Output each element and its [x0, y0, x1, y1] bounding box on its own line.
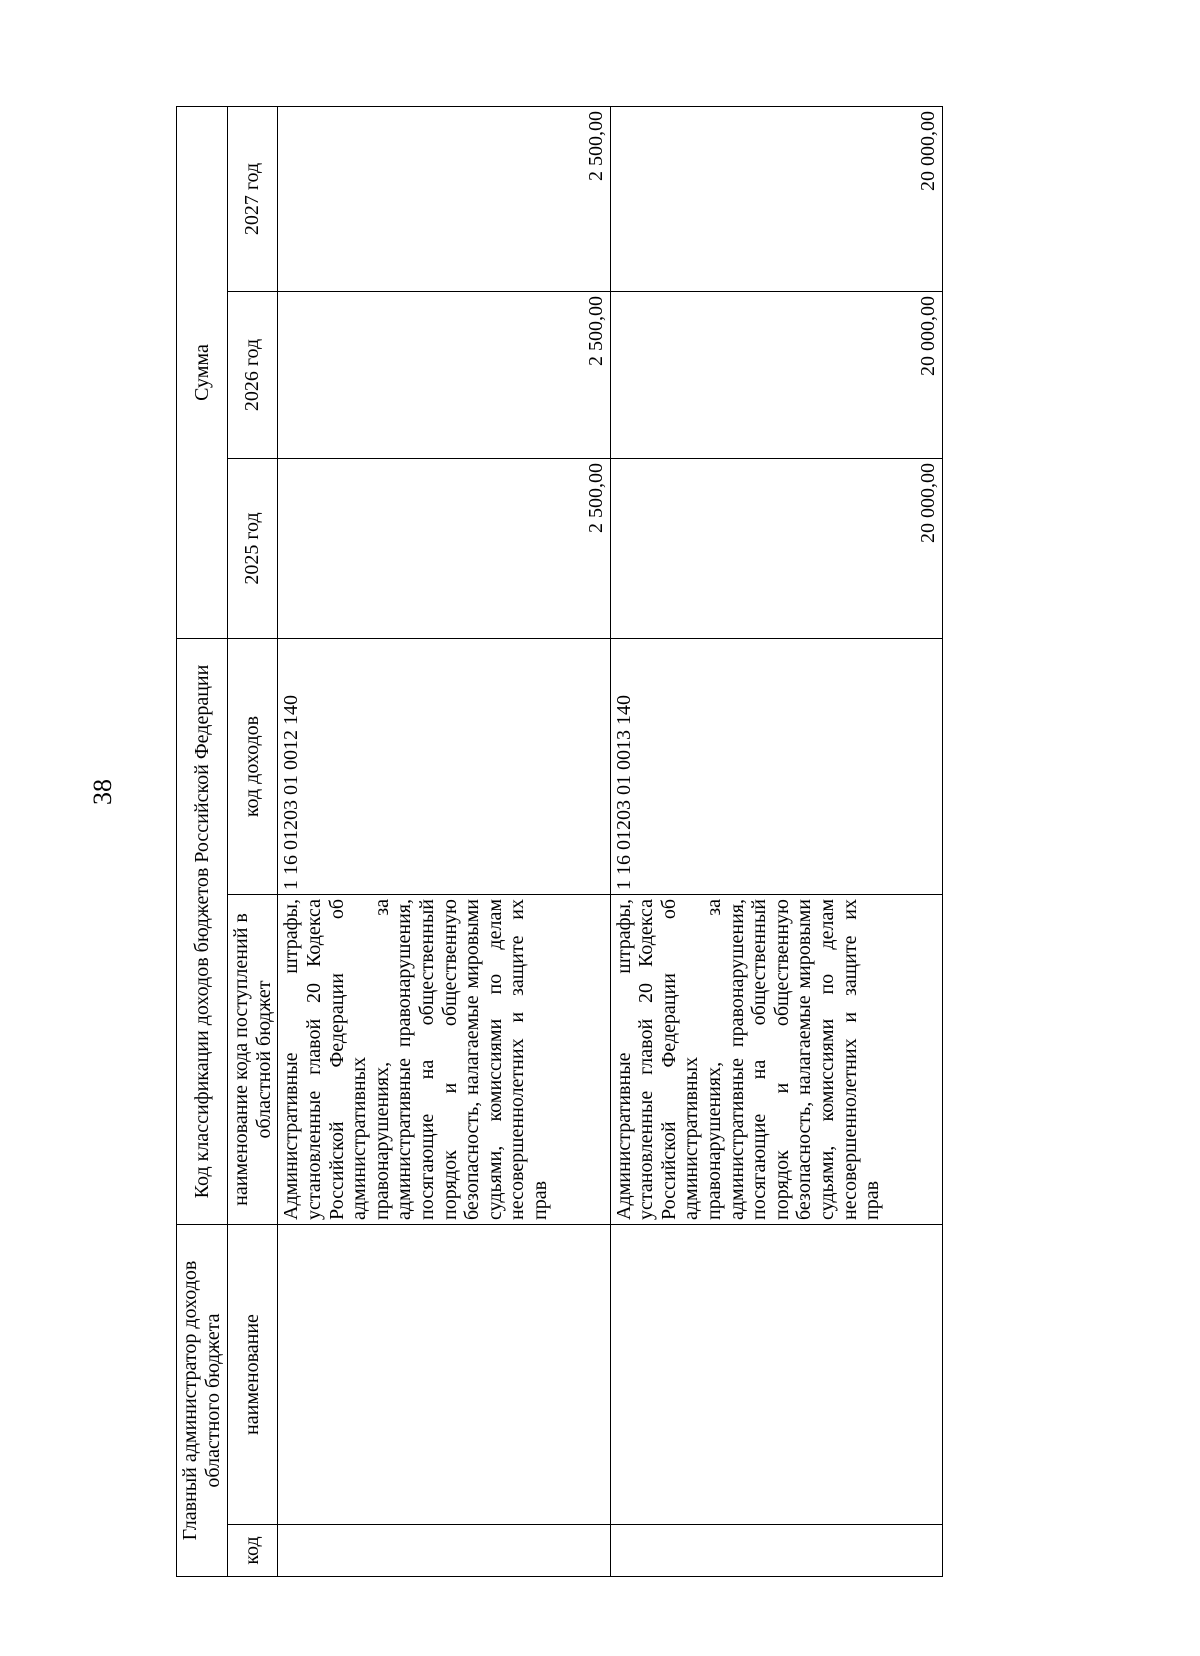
rotated-table-wrapper	[176, 107, 943, 1577]
header-row-1	[177, 106, 228, 1576]
header-name: наименование	[227, 1225, 278, 1525]
header-code: код	[227, 1525, 278, 1577]
page-number: 38	[88, 779, 117, 805]
header-row-2	[227, 106, 278, 1576]
cell-income-code: 1 16 01203 01 0013 140	[610, 639, 942, 895]
cell-name	[610, 1225, 942, 1525]
cell-amount-2027: 20 000,00	[610, 106, 942, 291]
cell-income-name: Административные штрафы, установленные главой 20 Кодекса Российской Федерации об административных правонарушениях, за административные правонарушения, посягающие на общественный порядок и общественную безопасность, налагаемые мировыми судьями, комиссиями по делам несовершеннолетних и защите их прав	[278, 895, 610, 1225]
header-income-name: наименование кода поступлений в областной бюджет	[227, 895, 278, 1225]
cell-amount-2027: 2 500,00	[278, 106, 610, 291]
cell-amount-2026: 2 500,00	[278, 292, 610, 459]
table-row	[610, 106, 942, 1576]
cell-amount-2026: 20 000,00	[610, 292, 942, 459]
cell-code	[610, 1525, 942, 1577]
header-classification-group: Код классификации доходов бюджетов Российской Федерации	[177, 639, 228, 1225]
table-row	[278, 106, 610, 1576]
cell-amount-2025: 20 000,00	[610, 459, 942, 639]
cell-income-code: 1 16 01203 01 0012 140	[278, 639, 610, 895]
cell-name	[278, 1225, 610, 1525]
header-income-code: код доходов	[227, 639, 278, 895]
header-year-2026: 2026 год	[227, 292, 278, 459]
header-year-2027: 2027 год	[227, 106, 278, 291]
cell-income-name: Административные штрафы, установленные главой 20 Кодекса Российской Федерации об административных правонарушениях, за административные правонарушения, посягающие на общественный порядок и общественную безопасность, налагаемые мировыми судьями, комиссиями по делам несовершеннолетних и защите их прав	[610, 895, 942, 1225]
cell-amount-2025: 2 500,00	[278, 459, 610, 639]
cell-code	[278, 1525, 610, 1577]
header-sum-group: Сумма	[177, 106, 228, 638]
header-admin-group: Главный администратор доходов областного бюджета	[177, 1225, 228, 1577]
income-table	[176, 106, 943, 1577]
header-year-2025: 2025 год	[227, 459, 278, 639]
